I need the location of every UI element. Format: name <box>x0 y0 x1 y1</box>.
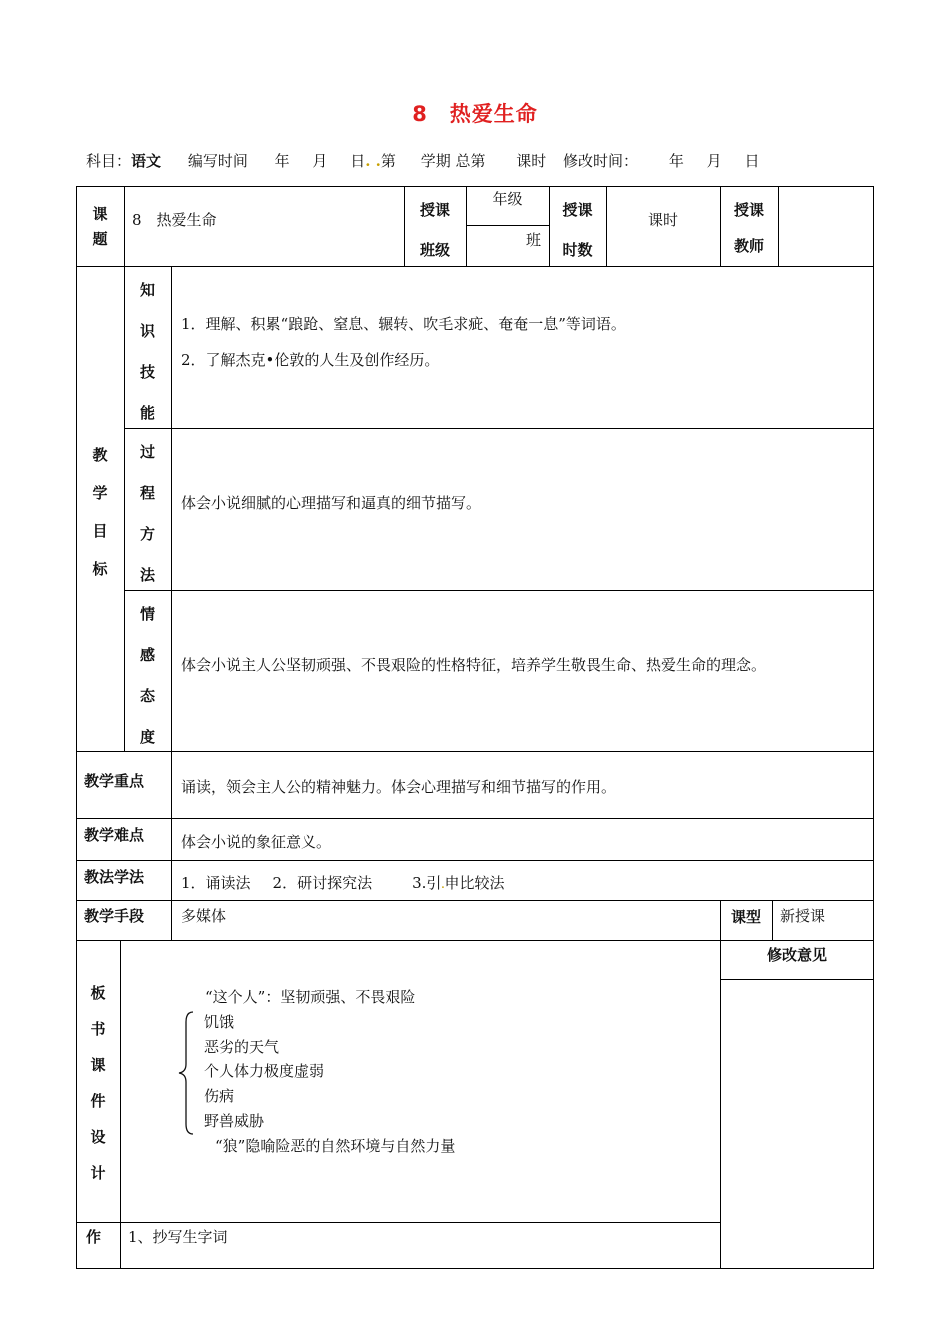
teacher-label: 授课 教师 <box>733 201 764 255</box>
ban-label: 班 <box>525 231 541 249</box>
emotion-text: 体会小说主人公坚韧顽强、不畏艰险的性格特征，培养学生敬畏生命、热爱生命的理念。 <box>181 656 767 674</box>
brace-icon <box>176 1010 196 1136</box>
lesson-hour-label: 课时 <box>516 152 547 170</box>
modify-time-label: 修改时间： <box>563 152 639 170</box>
term-label: 学期 总第 <box>420 152 486 170</box>
type-label: 课型 <box>730 908 761 926</box>
hours-label: 授课 时数 <box>562 201 593 259</box>
day-label: 日 <box>350 152 366 170</box>
type-value: 新授课 <box>780 907 826 925</box>
difficulty-label: 教学难点 <box>84 826 145 844</box>
focus-text: 诵读，领会主人公的精神魅力。体会心理描写和细节描写的作用。 <box>181 778 617 796</box>
di-label: 第 <box>380 152 396 170</box>
knowledge-item-1: 1．理解、积累“踉跄、窒息、辗转、吹毛求疵、奄奄一息”等词语。 <box>181 315 626 333</box>
dot-marks: . . <box>365 152 381 170</box>
board-label: 板 书 课 件 设 计 <box>90 984 106 1182</box>
grade-label: 年级 <box>492 190 523 208</box>
means-label: 教学手段 <box>84 907 145 925</box>
year2-label: 年 <box>668 152 684 170</box>
focus-label: 教学重点 <box>84 772 145 790</box>
board-item-1: 饥饿 <box>204 1013 235 1031</box>
topic-value: 8 热爱生命 <box>132 211 217 229</box>
day2-label: 日 <box>744 152 760 170</box>
process-text: 体会小说细腻的心理描写和逼真的细节描写。 <box>181 494 482 512</box>
board-footer: “狼”隐喻险恶的自然环境与自然力量 <box>215 1137 456 1155</box>
year-label: 年 <box>274 152 290 170</box>
hours-value: 课时 <box>647 211 678 229</box>
homework-label: 作 <box>86 1228 102 1246</box>
month2-label: 月 <box>706 152 722 170</box>
board-item-3: 个人体力极度虚弱 <box>204 1062 325 1080</box>
subject-label: 科目： <box>86 152 132 170</box>
month-label: 月 <box>312 152 328 170</box>
class-label: 授课 班级 <box>419 201 450 259</box>
topic-label: 课 题 <box>92 205 108 248</box>
methods-text: 1．诵读法 2．研讨探究法 3.引.申比较法 <box>181 874 505 892</box>
board-item-5: 野兽威胁 <box>204 1112 265 1130</box>
revise-label: 修改意见 <box>766 946 827 964</box>
homework-text: 1、抄写生字词 <box>128 1228 228 1246</box>
write-time-label: 编写时间 <box>187 152 248 170</box>
subject-value: 语文 <box>131 152 162 170</box>
document-title: 8 热爱生命 <box>412 102 538 126</box>
board-item-2: 恶劣的天气 <box>204 1038 280 1056</box>
difficulty-text: 体会小说的象征意义。 <box>181 833 332 851</box>
emotion-label: 情 感 态 度 <box>139 605 155 746</box>
means-text: 多媒体 <box>181 907 227 925</box>
knowledge-item-2: 2．了解杰克•伦敦的人生及创作经历。 <box>181 351 440 369</box>
process-label: 过 程 方 法 <box>139 443 155 584</box>
goals-label: 教 学 目 标 <box>92 446 108 578</box>
board-heading: “这个人”：坚韧顽强、不畏艰险 <box>205 988 416 1006</box>
methods-label: 教法学法 <box>84 868 145 886</box>
board-item-4: 伤病 <box>204 1087 235 1105</box>
knowledge-label: 知 识 技 能 <box>139 281 155 422</box>
meta-line <box>86 150 759 171</box>
